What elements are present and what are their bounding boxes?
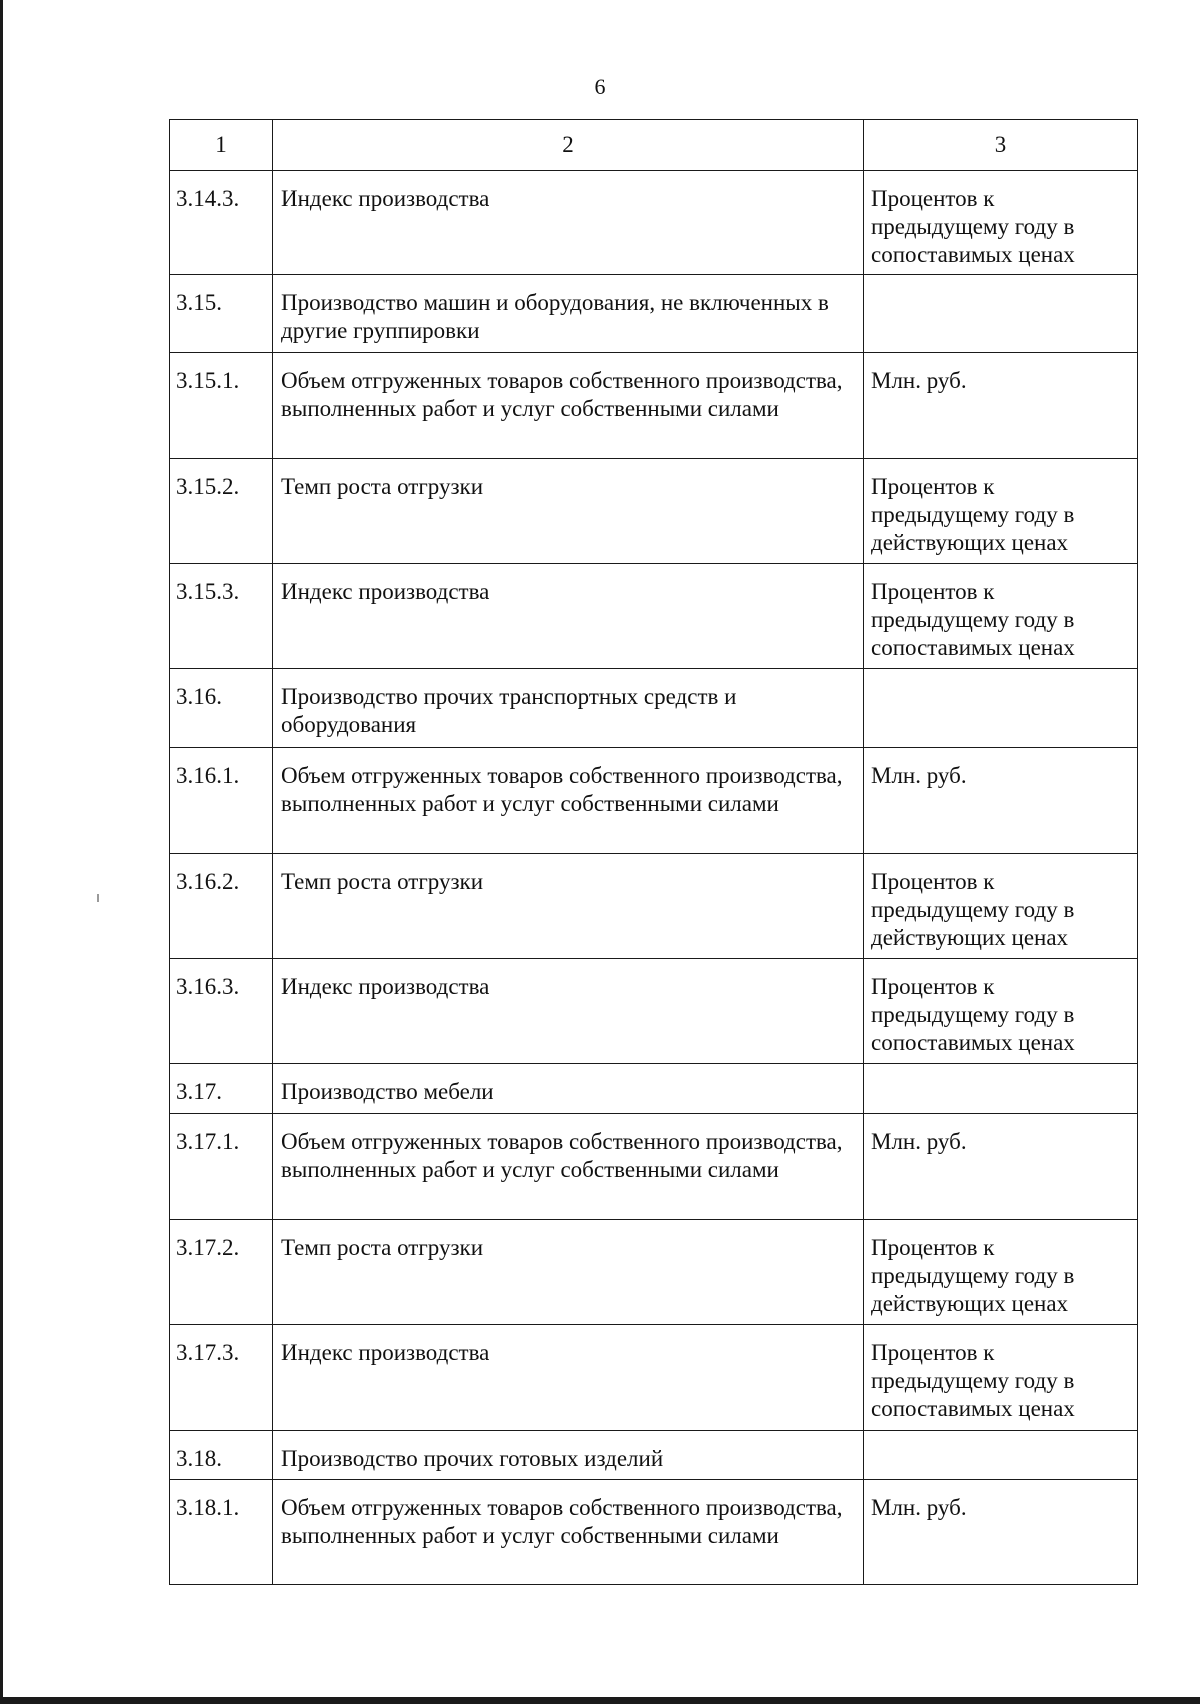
row-code: 3.18.1. xyxy=(170,1480,273,1585)
row-name: Производство прочих готовых изделий xyxy=(273,1431,864,1480)
row-unit: Процентов к предыдущему году в сопоставимых ценах xyxy=(864,1325,1138,1431)
row-unit xyxy=(864,669,1138,748)
row-code: 3.16. xyxy=(170,669,273,748)
row-name: Объем отгруженных товаров собственного производства, выполненных работ и услуг собственными силами xyxy=(273,353,864,459)
table-row xyxy=(170,1064,1138,1114)
table-row xyxy=(170,959,1138,1064)
row-unit: Млн. руб. xyxy=(864,1114,1138,1220)
page-number: 6 xyxy=(594,74,606,99)
indicators-table xyxy=(169,119,1138,1585)
table-row xyxy=(170,1431,1138,1480)
table-row xyxy=(170,275,1138,353)
row-name: Темп роста отгрузки xyxy=(273,854,864,959)
header-col-2: 2 xyxy=(273,120,864,171)
row-name: Объем отгруженных товаров собственного производства, выполненных работ и услуг собственными силами xyxy=(273,1480,864,1585)
row-unit: Процентов к предыдущему году в действующих ценах xyxy=(864,1220,1138,1325)
row-name: Индекс производства xyxy=(273,1325,864,1431)
row-name: Индекс производства xyxy=(273,959,864,1064)
header-col-1: 1 xyxy=(170,120,273,171)
row-unit: Процентов к предыдущему году в сопоставимых ценах xyxy=(864,564,1138,669)
row-unit xyxy=(864,1064,1138,1114)
table-row xyxy=(170,1325,1138,1431)
row-unit: Процентов к предыдущему году в сопоставимых ценах xyxy=(864,171,1138,275)
scan-bottom-border xyxy=(0,1697,1200,1704)
header-col-3: 3 xyxy=(864,120,1138,171)
table-row xyxy=(170,459,1138,564)
row-code: 3.15.1. xyxy=(170,353,273,459)
row-unit: Процентов к предыдущему году в действующих ценах xyxy=(864,459,1138,564)
row-code: 3.15.2. xyxy=(170,459,273,564)
row-unit xyxy=(864,275,1138,353)
scan-artifact-mark xyxy=(97,894,99,902)
row-name: Индекс производства xyxy=(273,171,864,275)
row-name: Темп роста отгрузки xyxy=(273,1220,864,1325)
row-name: Объем отгруженных товаров собственного производства, выполненных работ и услуг собственными силами xyxy=(273,1114,864,1220)
row-code: 3.17.2. xyxy=(170,1220,273,1325)
row-name: Индекс производства xyxy=(273,564,864,669)
row-name: Объем отгруженных товаров собственного производства, выполненных работ и услуг собственными силами xyxy=(273,748,864,854)
table-row xyxy=(170,171,1138,275)
row-code: 3.18. xyxy=(170,1431,273,1480)
row-name: Производство прочих транспортных средств и оборудования xyxy=(273,669,864,748)
table-row xyxy=(170,353,1138,459)
row-code: 3.17.3. xyxy=(170,1325,273,1431)
row-code: 3.16.2. xyxy=(170,854,273,959)
row-unit: Процентов к предыдущему году в сопоставимых ценах xyxy=(864,959,1138,1064)
scan-left-border xyxy=(0,0,3,1704)
table-header-row xyxy=(170,120,1138,171)
row-unit xyxy=(864,1431,1138,1480)
row-unit: Процентов к предыдущему году в действующих ценах xyxy=(864,854,1138,959)
row-unit: Млн. руб. xyxy=(864,1480,1138,1585)
table-row xyxy=(170,1220,1138,1325)
row-code: 3.15. xyxy=(170,275,273,353)
table-row xyxy=(170,854,1138,959)
row-code: 3.16.3. xyxy=(170,959,273,1064)
row-unit: Млн. руб. xyxy=(864,748,1138,854)
row-name: Производство машин и оборудования, не включенных в другие группировки xyxy=(273,275,864,353)
row-code: 3.16.1. xyxy=(170,748,273,854)
row-unit: Млн. руб. xyxy=(864,353,1138,459)
row-code: 3.17.1. xyxy=(170,1114,273,1220)
table-row xyxy=(170,1480,1138,1585)
row-name: Темп роста отгрузки xyxy=(273,459,864,564)
row-code: 3.14.3. xyxy=(170,171,273,275)
row-code: 3.15.3. xyxy=(170,564,273,669)
table-row xyxy=(170,1114,1138,1220)
row-name: Производство мебели xyxy=(273,1064,864,1114)
table-row xyxy=(170,748,1138,854)
table-row xyxy=(170,669,1138,748)
row-code: 3.17. xyxy=(170,1064,273,1114)
table-row xyxy=(170,564,1138,669)
